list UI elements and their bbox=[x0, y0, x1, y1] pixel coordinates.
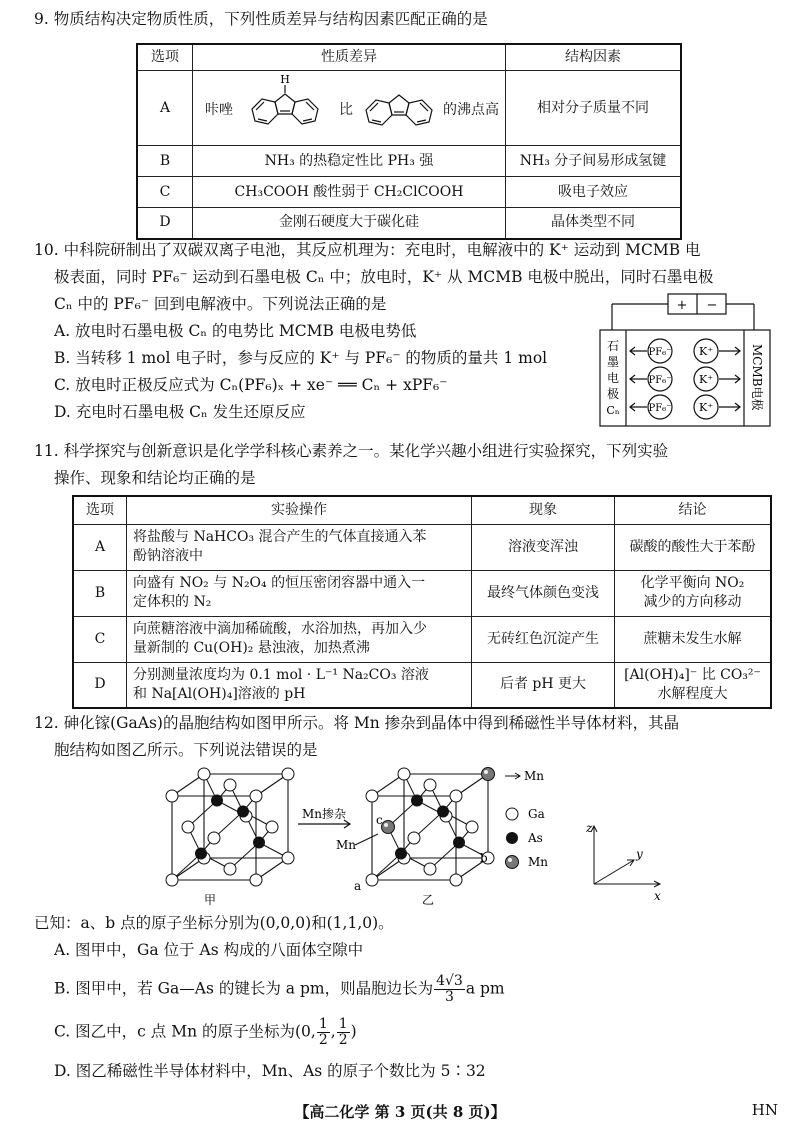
ga-atom bbox=[198, 768, 210, 780]
header-option: 选项 bbox=[137, 44, 193, 71]
label-jia: 甲 bbox=[203, 893, 217, 907]
header-phenomenon: 现象 bbox=[472, 496, 615, 524]
row-factor: 相对分子质量不同 bbox=[506, 71, 682, 146]
point-a-label: a bbox=[354, 879, 362, 893]
question-11-stem-line1: 11. 科学探究与创新意识是化学学科核心素养之一。某化学兴趣小组进行实验探究，下列实验 bbox=[34, 442, 669, 460]
left-electrode-char: 墨 bbox=[606, 355, 620, 369]
as-atom bbox=[195, 848, 207, 860]
table-row-c bbox=[73, 616, 771, 662]
row-conclusion: 碳酸的酸性大于苯酚 bbox=[615, 524, 772, 570]
row-option: B bbox=[73, 570, 127, 616]
header-conclusion: 结论 bbox=[615, 496, 772, 524]
ga-atom bbox=[450, 790, 462, 802]
header-difference: 性质差异 bbox=[193, 44, 506, 71]
k-ion: K⁺ bbox=[698, 373, 714, 386]
ga-atom bbox=[408, 832, 420, 844]
row-option: D bbox=[137, 208, 193, 239]
pf6-ion: PF₆⁻ bbox=[648, 375, 672, 386]
question-10-option-c: C. 放电时正极反应式为 Cₙ(PF₆)ₓ + xe⁻ ══ Cₙ + xPF₆⁻ bbox=[54, 376, 448, 394]
question-10-stem-line3: Cₙ 中的 PF₆⁻ 回到电解液中。下列说法正确的是 bbox=[54, 295, 387, 313]
ga-atom bbox=[250, 790, 262, 802]
axis-x-label: x bbox=[654, 889, 661, 903]
legend-as: As bbox=[528, 831, 543, 845]
axis-z-label: z bbox=[586, 821, 593, 835]
mn-top-label: Mn bbox=[524, 769, 545, 783]
ga-atom bbox=[224, 779, 236, 791]
question-12 bbox=[34, 710, 780, 764]
table-header-row bbox=[73, 496, 771, 524]
crystal-structure-diagram bbox=[150, 762, 710, 908]
ga-atom bbox=[282, 852, 294, 864]
header-operation: 实验操作 bbox=[127, 496, 472, 524]
table-row-d bbox=[137, 208, 681, 239]
as-atom bbox=[411, 795, 423, 807]
ga-atom bbox=[166, 874, 178, 886]
row-operation: 向盛有 NO₂ 与 N₂O₄ 的恒压密闭容器中通入一 定体积的 N₂ bbox=[127, 570, 472, 616]
question-10-stem-line1: 10. 中科院研制出了双碳双离子电池，其反应机理为：充电时，电解液中的 K⁺ 运动到 MCMB 电 bbox=[34, 241, 701, 259]
ga-atom bbox=[366, 790, 378, 802]
row-factor: 晶体类型不同 bbox=[506, 208, 682, 239]
row-a-structures bbox=[193, 71, 506, 146]
k-ion: K⁺ bbox=[698, 401, 714, 414]
legend-mn: Mn bbox=[528, 855, 549, 869]
question-10-option-a: A. 放电时石墨电极 Cₙ 的电势比 MCMB 电极电势低 bbox=[54, 322, 417, 340]
question-10-option-b: B. 当转移 1 mol 电子时，参与反应的 K⁺ 与 PF₆⁻ 的物质的量共 1 mol bbox=[54, 349, 548, 367]
mn-left-label: Mn bbox=[336, 838, 357, 852]
footer-code: HN bbox=[751, 1101, 778, 1119]
question-9-stem: 9. 物质结构决定物质性质，下列性质差异与结构因素匹配正确的是 bbox=[34, 10, 488, 28]
mn-atom bbox=[382, 821, 395, 834]
row-factor: NH₃ 分子间易形成氢键 bbox=[506, 146, 682, 177]
page-footer: 【高二化学 第 3 页(共 8 页)】 bbox=[294, 1103, 506, 1121]
as-atom bbox=[237, 806, 249, 818]
table-row-c bbox=[137, 177, 681, 208]
question-12-stem-line1: 12. 砷化镓(GaAs)的晶胞结构如图甲所示。将 Mn 掺杂到晶体中得到稀磁性半导体材料，其晶 bbox=[34, 714, 680, 732]
ga-atom bbox=[466, 821, 478, 833]
fluorene-structure bbox=[355, 81, 443, 137]
question-11-stem-line2: 操作、现象和结论均正确的是 bbox=[54, 469, 256, 487]
row-conclusion: [Al(OH)₄]⁻ 比 CO₃²⁻ 水解程度大 bbox=[615, 662, 772, 708]
mn-atom bbox=[482, 768, 495, 781]
carbazole-label: 咔唑 bbox=[205, 102, 233, 118]
row-option: B bbox=[137, 146, 193, 177]
compare-word: 比 bbox=[339, 102, 353, 118]
left-electrode-char: Cₙ bbox=[606, 404, 620, 417]
minus-terminal: − bbox=[706, 298, 718, 313]
question-12-option-a: A. 图甲中，Ga 位于 As 构成的八面体空隙中 bbox=[54, 941, 364, 959]
ga-atom bbox=[224, 863, 236, 875]
nh-hydrogen-label: H bbox=[280, 73, 290, 86]
question-12-body bbox=[34, 910, 780, 1085]
ga-atom bbox=[182, 821, 194, 833]
row-operation: 将盐酸与 NaHCO₃ 混合产生的气体直接通入苯 酚钠溶液中 bbox=[127, 524, 472, 570]
question-11-table bbox=[72, 495, 772, 709]
as-atom bbox=[395, 848, 407, 860]
left-electrode-char: 极 bbox=[606, 387, 620, 401]
header-option: 选项 bbox=[73, 496, 127, 524]
table-row-a bbox=[73, 524, 771, 570]
label-yi: 乙 bbox=[421, 893, 435, 907]
row-phenomenon: 溶液变浑浊 bbox=[472, 524, 615, 570]
row-phenomenon: 最终气体颜色变浅 bbox=[472, 570, 615, 616]
row-operation: 向蔗糖溶液中滴加稀硫酸，水浴加热，再加入少 量新制的 Cu(OH)₂ 悬浊液，加热煮沸 bbox=[127, 616, 472, 662]
doping-arrow-label: Mn掺杂 bbox=[301, 807, 347, 821]
question-12-option-b: B. 图甲中，若 Ga—As 的键长为 a pm，则晶胞边长为 $\frac{4√3}{3}$ a pm bbox=[54, 973, 505, 1005]
ga-atom bbox=[398, 768, 410, 780]
k-ion: K⁺ bbox=[698, 345, 714, 358]
ga-atom bbox=[424, 863, 436, 875]
question-12-option-d: D. 图乙稀磁性半导体材料中，Mn、As 的原子个数比为 5∶32 bbox=[54, 1062, 486, 1080]
ga-atom bbox=[266, 821, 278, 833]
ga-atom bbox=[166, 790, 178, 802]
row-phenomenon: 后者 pH 更大 bbox=[472, 662, 615, 708]
header-factor: 结构因素 bbox=[506, 44, 682, 71]
table-row-a bbox=[137, 71, 681, 146]
table-row-d bbox=[73, 662, 771, 708]
mcmb-electrode-label: MCMB电极 bbox=[750, 344, 764, 411]
point-c-label: c bbox=[376, 813, 383, 827]
as-atom bbox=[437, 806, 449, 818]
row-conclusion: 化学平衡向 NO₂ 减少的方向移动 bbox=[615, 570, 772, 616]
left-electrode-char: 石 bbox=[606, 339, 620, 353]
cell-jia bbox=[166, 768, 294, 886]
row-difference: 金刚石硬度大于碳化硅 bbox=[193, 208, 506, 239]
as-atom bbox=[253, 837, 265, 849]
question-11 bbox=[34, 438, 780, 492]
row-difference: CH₃COOH 酸性弱于 CH₂ClCOOH bbox=[193, 177, 506, 208]
row-operation: 分别测量浓度均为 0.1 mol · L⁻¹ Na₂CO₃ 溶液 和 Na[Al(OH)₄]溶液的 pH bbox=[127, 662, 472, 708]
ga-atom bbox=[250, 874, 262, 886]
question-10-stem-line2: 极表面，同时 PF₆⁻ 运动到石墨电极 Cₙ 中；放电时，K⁺ 从 MCMB 电极中脱出，同时石墨电极 bbox=[54, 268, 714, 286]
row-option: A bbox=[137, 71, 193, 146]
legend-ga: Ga bbox=[528, 807, 545, 821]
question-12-stem-line2: 胞结构如图乙所示。下列说法错误的是 bbox=[54, 741, 318, 759]
pf6-ion: PF₆⁻ bbox=[648, 403, 672, 414]
boiling-point-text: 的沸点高 bbox=[443, 102, 499, 118]
row-conclusion: 蔗糖未发生水解 bbox=[615, 616, 772, 662]
axis-y-label: y bbox=[636, 847, 643, 861]
ga-atom bbox=[366, 874, 378, 886]
table-row-b bbox=[73, 570, 771, 616]
plus-terminal: + bbox=[676, 298, 688, 313]
table-row-b bbox=[137, 146, 681, 177]
battery-diagram bbox=[598, 292, 774, 432]
row-factor: 吸电子效应 bbox=[506, 177, 682, 208]
question-9 bbox=[34, 6, 780, 33]
row-phenomenon: 无砖红色沉淀产生 bbox=[472, 616, 615, 662]
ga-atom bbox=[208, 832, 220, 844]
row-option: D bbox=[73, 662, 127, 708]
as-atom bbox=[453, 837, 465, 849]
left-electrode-char: 电 bbox=[606, 371, 620, 385]
table-header-row bbox=[137, 44, 681, 71]
row-option: A bbox=[73, 524, 127, 570]
as-atom bbox=[211, 795, 223, 807]
point-b-label: b bbox=[480, 851, 488, 865]
ga-atom bbox=[424, 779, 436, 791]
carbazole-structure bbox=[237, 73, 335, 143]
row-difference: NH₃ 的热稳定性比 PH₃ 强 bbox=[193, 146, 506, 177]
row-option: C bbox=[73, 616, 127, 662]
ga-atom bbox=[282, 768, 294, 780]
question-9-table bbox=[136, 43, 682, 240]
cell-yi bbox=[366, 768, 495, 887]
row-option: C bbox=[137, 177, 193, 208]
pf6-ion: PF₆⁻ bbox=[648, 347, 672, 358]
question-10-option-d: D. 充电时石墨电极 Cₙ 发生还原反应 bbox=[54, 403, 306, 421]
ga-atom bbox=[450, 874, 462, 886]
question-12-option-c: C. 图乙中，c 点 Mn 的原子坐标为(0, $\frac{1}{2}$ , $\frac{1}{2}$ ) bbox=[54, 1016, 357, 1048]
question-12-known: 已知：a、b 点的原子坐标分别为(0,0,0)和(1,1,0)。 bbox=[34, 914, 394, 932]
